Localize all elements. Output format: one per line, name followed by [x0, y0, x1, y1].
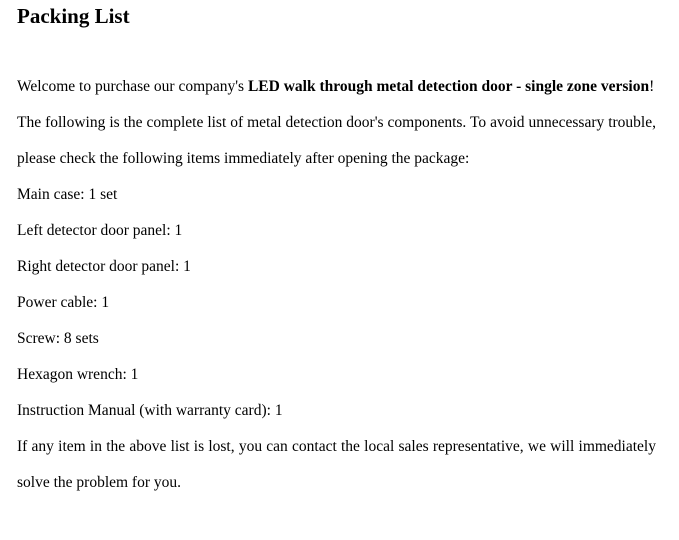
list-item-left-panel: Left detector door panel: 1 [17, 222, 183, 239]
intro-prefix: Welcome to purchase our company's [17, 78, 248, 95]
list-item-instruction-manual: Instruction Manual (with warranty card): 1 [17, 402, 283, 419]
list-item-hexagon-wrench: Hexagon wrench: 1 [17, 366, 139, 383]
page-title: Packing List [17, 4, 130, 28]
list-item-right-panel: Right detector door panel: 1 [17, 258, 191, 275]
closing-paragraph: If any item in the above list is lost, you can contact the local sales representative, we will immediately solve the problem for you. [17, 438, 656, 491]
document-body [17, 69, 656, 501]
list-item-main-case: Main case: 1 set [17, 186, 118, 203]
product-name: LED walk through metal detection door - single zone version [247, 78, 650, 95]
list-item-power-cable: Power cable: 1 [17, 294, 110, 311]
list-item-screw: Screw: 8 sets [17, 330, 99, 347]
instructions-paragraph: The following is the complete list of metal detection door's components. To avoid unnecessary trouble, please check the following items immediately after opening the package: [17, 114, 656, 167]
intro-suffix: ! [649, 78, 655, 95]
intro-paragraph [17, 69, 656, 105]
